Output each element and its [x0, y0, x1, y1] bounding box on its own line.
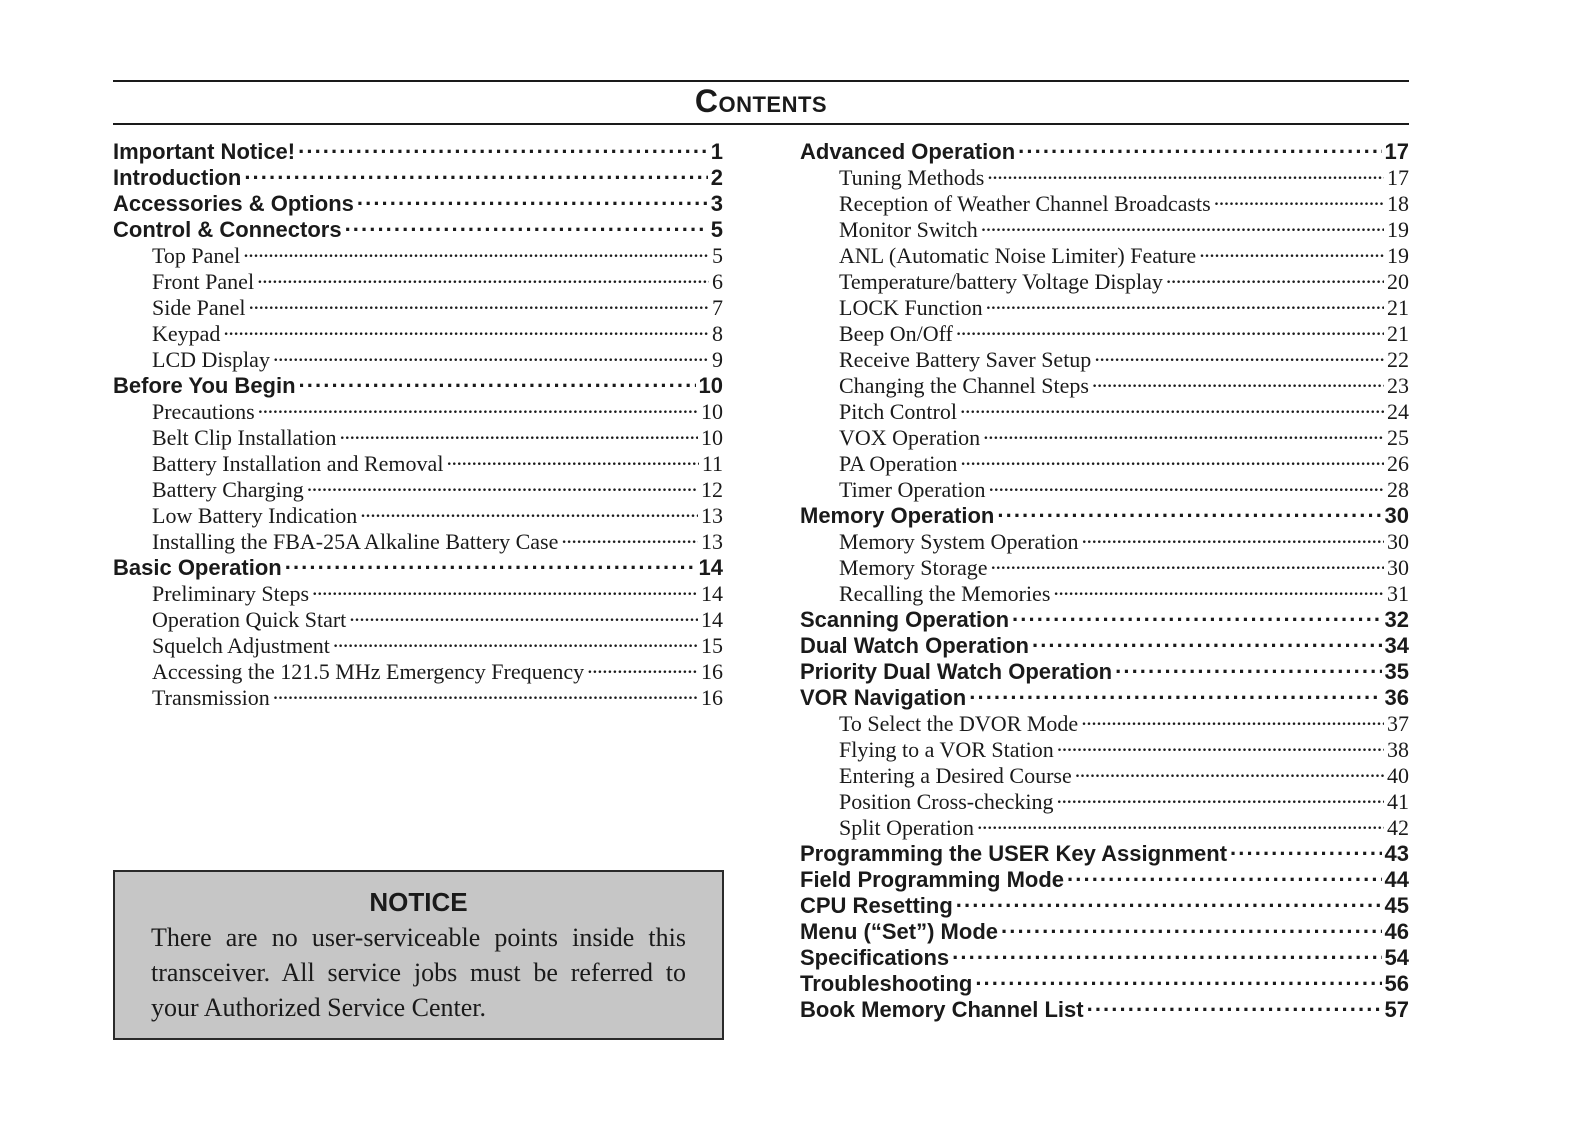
toc-entry-title: Memory System Operation	[839, 529, 1079, 554]
toc-dot-leader	[307, 471, 698, 497]
toc-dot-leader	[243, 237, 709, 263]
toc-entry-title: Entering a Desired Course	[839, 763, 1072, 788]
toc-entry-page: 6	[712, 269, 723, 294]
toc-dot-leader	[977, 809, 1384, 835]
toc-entry-title: Transmission	[152, 685, 270, 710]
toc-dot-leader	[1166, 263, 1384, 289]
toc-entry-page: 56	[1384, 971, 1409, 996]
toc-dot-leader	[349, 601, 698, 627]
toc-entry-title: Precautions	[152, 399, 255, 424]
toc-dot-leader	[258, 393, 698, 419]
toc-dot-leader	[312, 575, 698, 601]
toc-entry-title: Side Panel	[152, 295, 246, 320]
toc-entry-title: Menu (“Set”) Mode	[800, 919, 998, 944]
toc-entry-page: 37	[1387, 711, 1409, 736]
toc-entry-title: Memory Storage	[839, 555, 988, 580]
notice-box	[113, 870, 724, 1040]
toc-dot-leader	[1057, 783, 1385, 809]
toc-entry-page: 44	[1384, 867, 1409, 892]
toc-dot-leader	[223, 315, 709, 341]
toc-dot-leader	[1053, 575, 1384, 601]
toc-dot-leader	[1001, 913, 1382, 939]
toc-entry-title: Flying to a VOR Station	[839, 737, 1054, 762]
toc-entry-title: Installing the FBA-25A Alkaline Battery Case	[152, 529, 559, 554]
toc-entry-page: 43	[1384, 841, 1409, 866]
toc-dot-leader	[446, 445, 698, 471]
toc-entry-title: Troubleshooting	[800, 971, 973, 996]
toc-entry-page: 19	[1387, 243, 1409, 268]
page-title-bar	[113, 80, 1409, 125]
toc-dot-leader	[987, 159, 1384, 185]
toc-entry-page: 31	[1387, 581, 1409, 606]
toc-dot-leader	[997, 497, 1381, 523]
toc-entry-page: 1	[710, 139, 723, 164]
toc-entry-title: Keypad	[152, 321, 221, 346]
toc-entry-page: 45	[1384, 893, 1409, 918]
toc-entry-title: Battery Installation and Removal	[152, 451, 444, 476]
toc-entry-title: Programming the USER Key Assignment	[800, 841, 1228, 866]
toc-dot-leader	[1075, 757, 1384, 783]
toc-dot-leader	[357, 185, 708, 211]
toc-entry-title: Accessing the 121.5 MHz Emergency Frequency	[152, 659, 585, 684]
toc-entry-page: 15	[701, 633, 723, 658]
toc-entry-page: 18	[1387, 191, 1409, 216]
toc-entry-page: 8	[712, 321, 723, 346]
toc-entry-title: Accessories & Options	[113, 191, 354, 216]
toc-entry-page: 7	[712, 295, 723, 320]
toc-dot-leader	[990, 549, 1384, 575]
toc-entry-title: Timer Operation	[839, 477, 986, 502]
toc-entry-title: Low Battery Indication	[152, 503, 358, 528]
toc-entry-page: 17	[1384, 139, 1409, 164]
toc-dot-leader	[1115, 653, 1381, 679]
toc-entry-page: 34	[1384, 633, 1409, 658]
toc-dot-leader	[285, 549, 696, 575]
toc-entry-title: Pitch Control	[839, 399, 957, 424]
toc-entry-title: VOX Operation	[839, 425, 981, 450]
toc-entry-title: Preliminary Steps	[152, 581, 310, 606]
toc-entry-page: 24	[1387, 399, 1409, 424]
toc-dot-leader	[956, 887, 1382, 913]
toc-entry-title: Specifications	[800, 945, 950, 970]
toc-entry-page: 20	[1387, 269, 1409, 294]
toc-entry-title: Reception of Weather Channel Broadcasts	[839, 191, 1211, 216]
toc-entry-page: 57	[1384, 997, 1409, 1022]
toc-dot-leader	[988, 471, 1384, 497]
toc-entry-title: Dual Watch Operation	[800, 633, 1029, 658]
toc-entry-page: 23	[1387, 373, 1409, 398]
toc-entry-title: Battery Charging	[152, 477, 304, 502]
toc-dot-leader	[1032, 627, 1382, 653]
toc-entry-page: 21	[1387, 295, 1409, 320]
toc-entry-page: 40	[1387, 763, 1409, 788]
toc-dot-leader	[1199, 237, 1384, 263]
toc-entry-page: 26	[1387, 451, 1409, 476]
toc-entry-page: 41	[1387, 789, 1409, 814]
toc-entry-title: LOCK Function	[839, 295, 983, 320]
toc-dot-leader	[360, 497, 698, 523]
toc-entry-page: 32	[1384, 607, 1409, 632]
toc-entry-page: 19	[1387, 217, 1409, 242]
toc-left-column	[113, 133, 723, 710]
toc-dot-leader	[299, 367, 696, 393]
toc-dot-leader	[956, 315, 1384, 341]
toc-dot-leader	[986, 289, 1384, 315]
toc-entry-title: Field Programming Mode	[800, 867, 1065, 892]
toc-entry-title: LCD Display	[152, 347, 270, 372]
toc-entry-page: 22	[1387, 347, 1409, 372]
toc-entry-page: 13	[701, 503, 723, 528]
toc-entry-page: 10	[701, 399, 723, 424]
toc-entry-title: Position Cross-checking	[839, 789, 1054, 814]
toc-dot-leader	[249, 289, 710, 315]
toc-dot-leader	[257, 263, 709, 289]
toc-dot-leader	[298, 133, 708, 159]
toc-entry-page: 46	[1384, 919, 1409, 944]
toc-entry-title: PA Operation	[839, 451, 958, 476]
toc-entry-page: 10	[701, 425, 723, 450]
toc-entry-title: Temperature/battery Voltage Display	[839, 269, 1163, 294]
toc-entry-page: 16	[701, 659, 723, 684]
toc-entry-title: Front Panel	[152, 269, 255, 294]
toc-dot-leader	[273, 679, 698, 705]
toc-right-column	[800, 133, 1409, 1022]
toc-dot-leader	[561, 523, 698, 549]
toc-dot-leader	[273, 341, 709, 367]
toc-entry-title: Beep On/Off	[839, 321, 953, 346]
toc-dot-leader	[1214, 185, 1384, 211]
toc-entry-title: ANL (Automatic Noise Limiter) Feature	[839, 243, 1197, 268]
toc-entry-page: 5	[710, 217, 723, 242]
toc-dot-leader	[1092, 367, 1384, 393]
toc-entry-page: 16	[701, 685, 723, 710]
toc-entry-title: Tuning Methods	[839, 165, 985, 190]
toc-entry[interactable]	[113, 133, 723, 164]
toc-entry-page: 28	[1387, 477, 1409, 502]
toc-entry-page: 36	[1384, 685, 1409, 710]
toc-entry-title: Control & Connectors	[113, 217, 342, 242]
toc-dot-leader	[1081, 705, 1384, 731]
toc-entry-page: 25	[1387, 425, 1409, 450]
toc-entry-title: Operation Quick Start	[152, 607, 347, 632]
toc-dot-leader	[1057, 731, 1384, 757]
toc-entry-title: Priority Dual Watch Operation	[800, 659, 1113, 684]
toc-entry-page: 30	[1384, 503, 1409, 528]
toc-entry-title: Recalling the Memories	[839, 581, 1051, 606]
toc-entry-page: 30	[1387, 529, 1409, 554]
toc-entry-page: 3	[710, 191, 723, 216]
toc-dot-leader	[960, 393, 1384, 419]
toc-dot-leader	[333, 627, 698, 653]
toc-dot-leader	[345, 211, 708, 237]
toc-entry-title: Book Memory Channel List	[800, 997, 1084, 1022]
toc-entry-title: Scanning Operation	[800, 607, 1010, 632]
toc-entry-title: CPU Resetting	[800, 893, 953, 918]
toc-entry-page: 14	[701, 607, 723, 632]
toc-dot-leader	[340, 419, 698, 445]
toc-entry-page: 10	[698, 373, 723, 398]
toc-dot-leader	[587, 653, 698, 679]
toc-dot-leader	[1230, 835, 1381, 861]
toc-dot-leader	[975, 965, 1381, 991]
toc-entry-page: 54	[1384, 945, 1409, 970]
toc-entry-title: Changing the Channel Steps	[839, 373, 1089, 398]
toc-entry-title: Important Notice!	[113, 139, 296, 164]
toc-entry-page: 2	[710, 165, 723, 190]
toc-entry-page: 42	[1387, 815, 1409, 840]
toc-entry-title: Squelch Adjustment	[152, 633, 330, 658]
toc-dot-leader	[244, 159, 707, 185]
toc-entry-page: 30	[1387, 555, 1409, 580]
toc-entry-page: 5	[712, 243, 723, 268]
toc-entry-title: Basic Operation	[113, 555, 282, 580]
toc-entry-title: Monitor Switch	[839, 217, 978, 242]
notice-title: NOTICE	[369, 887, 468, 917]
toc-entry-page: 21	[1387, 321, 1409, 346]
toc-entry-page: 35	[1384, 659, 1409, 684]
toc-entry-page: 14	[698, 555, 723, 580]
toc-dot-leader	[969, 679, 1381, 705]
toc-dot-leader	[1094, 341, 1384, 367]
toc-entry-page: 11	[701, 451, 723, 476]
toc-entry[interactable]	[800, 133, 1409, 164]
toc-entry-title: Receive Battery Saver Setup	[839, 347, 1092, 372]
toc-entry-title: Top Panel	[152, 243, 241, 268]
toc-entry-title: Split Operation	[839, 815, 975, 840]
toc-entry-page: 12	[701, 477, 723, 502]
notice-text: There are no user-serviceable points inside this transceiver. All service jobs must be referred to your Authorized Service Center.	[151, 923, 686, 1022]
page-title: Contents	[694, 83, 828, 119]
toc-dot-leader	[981, 211, 1384, 237]
toc-entry-title: Belt Clip Installation	[152, 425, 337, 450]
toc-entry-page: 17	[1387, 165, 1409, 190]
toc-entry-page: 9	[712, 347, 723, 372]
toc-dot-leader	[983, 419, 1384, 445]
toc-dot-leader	[1082, 523, 1384, 549]
toc-entry-title: Memory Operation	[800, 503, 995, 528]
toc-entry-page: 13	[701, 529, 723, 554]
toc-entry-title: Introduction	[113, 165, 242, 190]
toc-entry-title: Advanced Operation	[800, 139, 1016, 164]
toc-entry-title: Before You Begin	[113, 373, 296, 398]
toc-dot-leader	[1012, 601, 1381, 627]
toc-dot-leader	[960, 445, 1384, 471]
toc-entry-title: To Select the DVOR Mode	[839, 711, 1079, 736]
toc-dot-leader	[1087, 991, 1382, 1017]
toc-dot-leader	[1018, 133, 1381, 159]
toc-dot-leader	[1067, 861, 1381, 887]
toc-entry-page: 38	[1387, 737, 1409, 762]
toc-entry-page: 14	[701, 581, 723, 606]
toc-entry-title: VOR Navigation	[800, 685, 967, 710]
toc-dot-leader	[952, 939, 1381, 965]
